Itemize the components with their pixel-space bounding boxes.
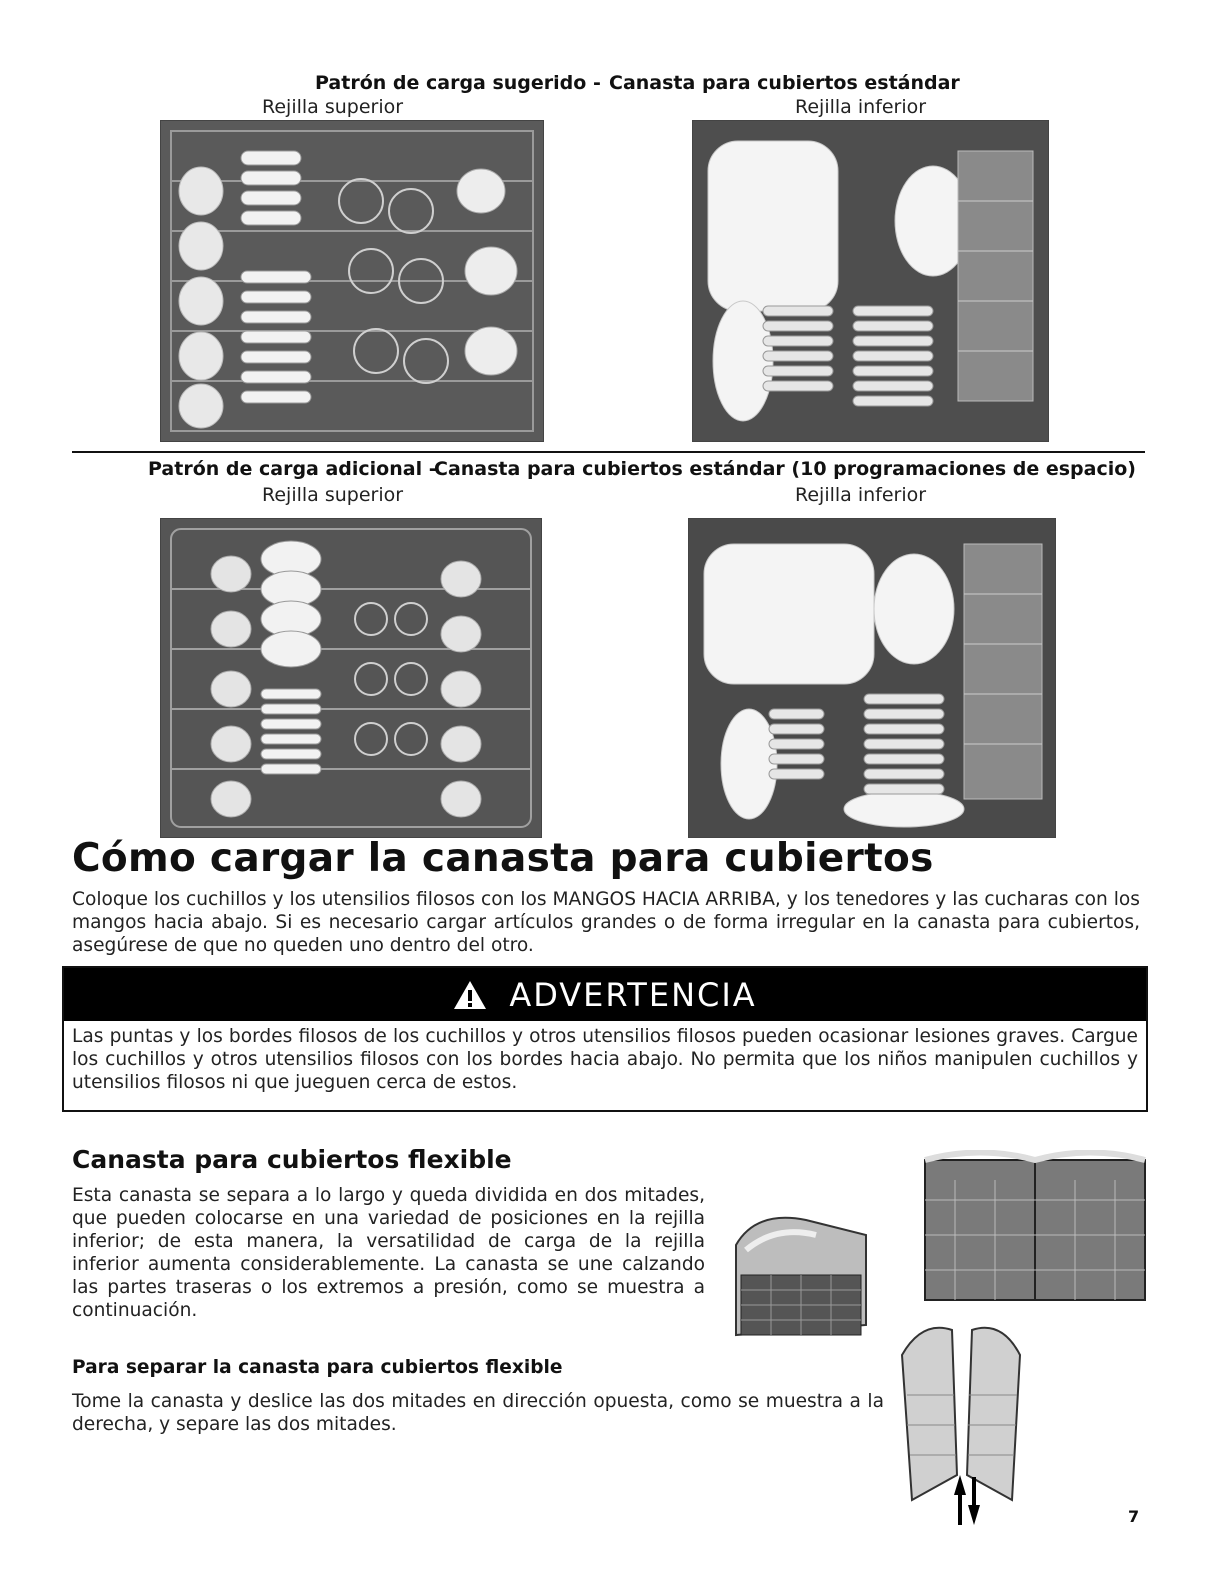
lower-rack-photo xyxy=(692,120,1049,442)
lower-rack-photo xyxy=(688,518,1056,838)
warning-triangle-icon xyxy=(453,980,487,1010)
upper-rack-label: Rejilla superior xyxy=(262,484,404,506)
page-number: 7 xyxy=(1128,1507,1140,1526)
warning-box xyxy=(62,966,1148,1112)
upper-rack-label: Rejilla superior xyxy=(262,96,404,118)
lower-rack-label: Rejilla inferior xyxy=(795,96,927,118)
pattern-suggested-heading-right: Canasta para cubiertos estándar xyxy=(609,72,960,94)
upper-rack-photo xyxy=(160,518,542,838)
section-divider xyxy=(72,451,1145,453)
flexible-basket-title: Canasta para cubiertos flexible xyxy=(72,1145,512,1174)
arrow-up-down-icon xyxy=(954,1475,980,1525)
flexible-basket-description: Esta canasta se separa a lo largo y queda dividida en dos mitades, que pueden colocarse en una variedad de posiciones en la rejilla inferior; de esta manera, la versatilidad de carga de la rejilla inferior aumenta considerablemente. La canasta se une calzando las partes traseras o los extremos a presión, como se muestra a continuación. xyxy=(72,1185,705,1321)
upper-rack-photo xyxy=(160,120,544,442)
separate-basket-heading: Para separar la canasta para cubiertos flexible xyxy=(72,1357,563,1378)
separate-basket-instructions: Tome la canasta y deslice las dos mitades en dirección opuesta, como se muestra a la derecha, y separe las dos mitades. xyxy=(72,1391,884,1435)
pattern-suggested-heading-left: Patrón de carga sugerido - xyxy=(315,72,601,94)
loading-instructions: Coloque los cuchillos y los utensilios filosos con los MANGOS HACIA ARRIBA, y los tenedores y las cucharas con los mangos hacia abajo. Si es necesario cargar artículos grandes o de forma irregular en la canasta para cubiertos, asegúrese de que no queden uno dentro del otro. xyxy=(72,889,1140,956)
page-title: Cómo cargar la canasta para cubiertos xyxy=(72,836,934,881)
joined-basket-illustration xyxy=(915,1150,1155,1310)
pattern-additional-heading-right: Canasta para cubiertos estándar (10 programaciones de espacio) xyxy=(434,458,1136,480)
warning-header xyxy=(64,968,1146,1021)
pattern-additional-heading-left: Patrón de carga adicional - xyxy=(148,458,437,480)
warning-title: ADVERTENCIA xyxy=(509,975,757,1014)
basket-half-illustration xyxy=(716,1205,881,1353)
warning-text: Las puntas y los bordes filosos de los cuchillos y otros utensilios filosos pueden ocasionar lesiones graves. Cargue los cuchillos y otros utensilios filosos con los bordes hacia abajo. No permita que los niños manipulen cuchillos y utensilios filosos ni que jueguen cerca de estos. xyxy=(72,1026,1138,1093)
separating-basket-illustration xyxy=(892,1315,1032,1530)
lower-rack-label: Rejilla inferior xyxy=(795,484,927,506)
